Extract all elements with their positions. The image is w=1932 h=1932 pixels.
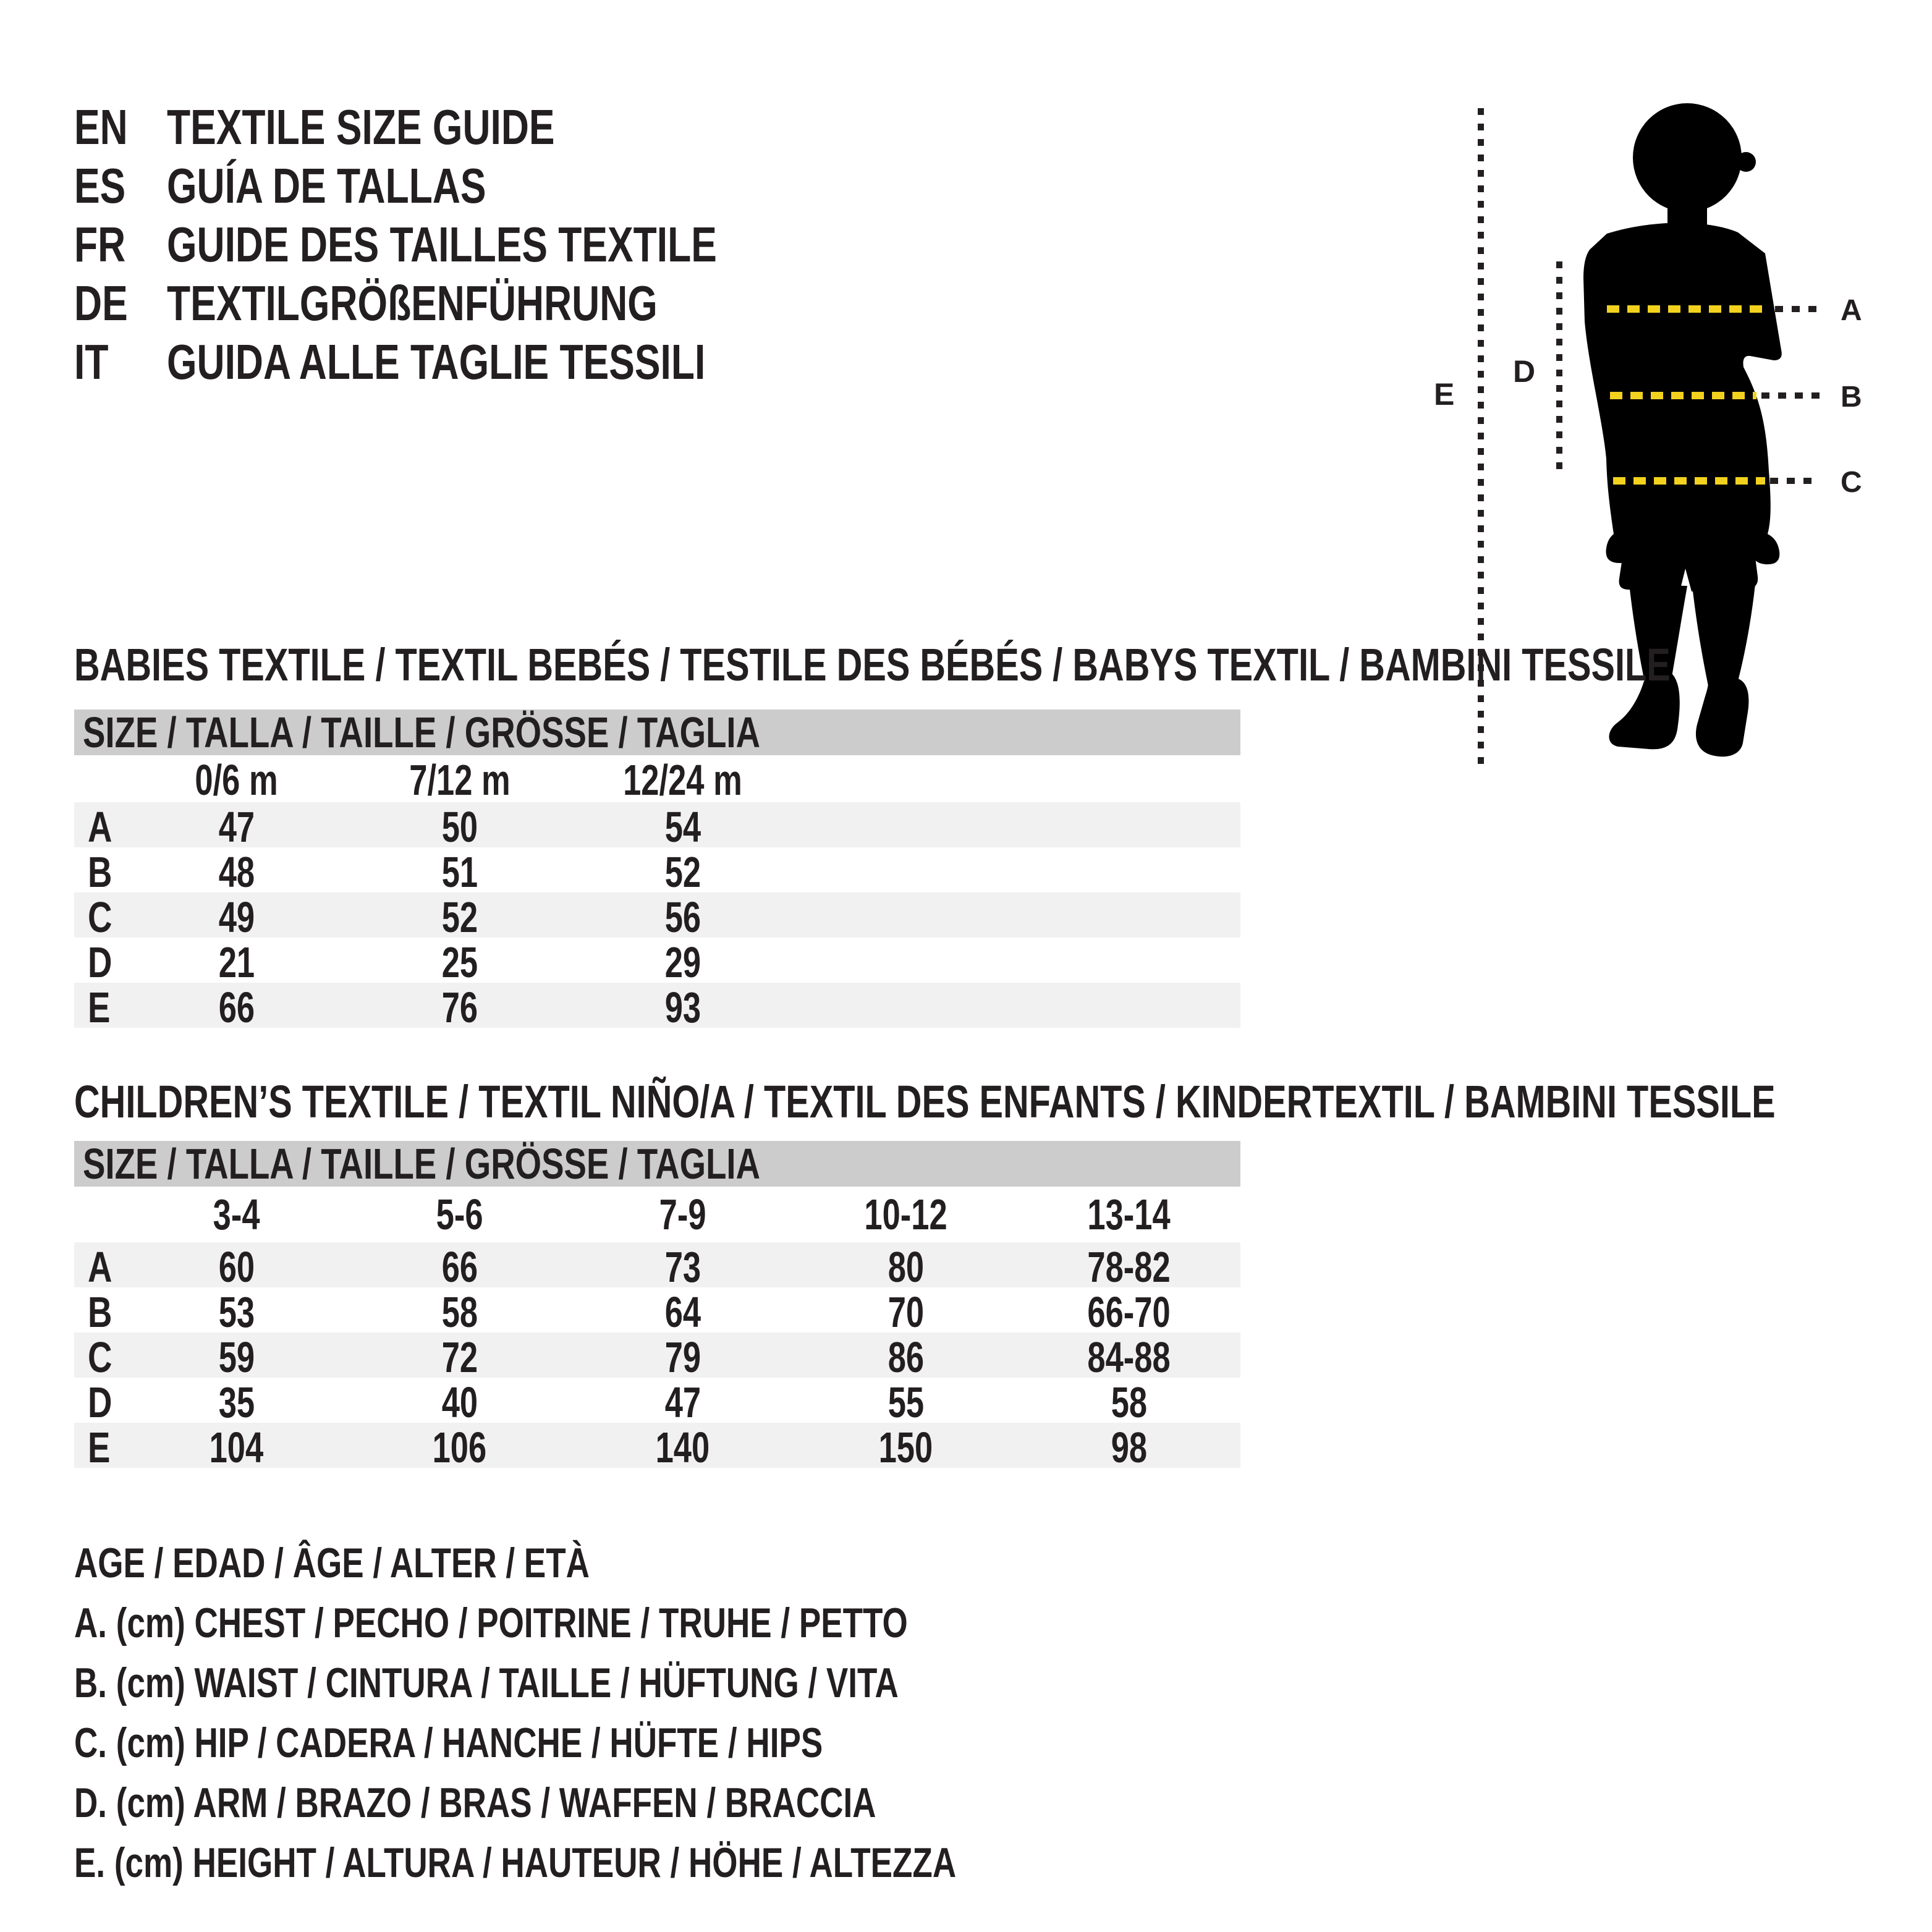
cell-value: 52 (664, 848, 701, 896)
cell-value: 56 (664, 893, 701, 941)
cell-value: 58 (1111, 1378, 1147, 1426)
cell-value: 55 (888, 1378, 924, 1426)
cell-value: 59 (218, 1333, 255, 1381)
children-row-chest (74, 1242, 1240, 1291)
cell-value: 86 (888, 1333, 924, 1381)
cell-value: 79 (664, 1333, 701, 1381)
lang-code-fr: FR (74, 216, 126, 272)
babies-row-hip (74, 892, 1240, 941)
cell-value: 21 (218, 938, 255, 986)
row-label: A (88, 1243, 112, 1291)
measure-label-b: B (1841, 381, 1862, 413)
lang-row-it (74, 333, 872, 391)
lang-title-it: GUIDA ALLE TAGLIE TESSILI (167, 334, 706, 389)
lang-title-en: TEXTILE SIZE GUIDE (167, 99, 555, 155)
silhouette-right-shoe (1696, 679, 1748, 756)
legend-waist: B. (cm) WAIST / CINTURA / TAILLE / HÜFTUNG / VITA (74, 1659, 899, 1706)
cell-value: 84-88 (1087, 1333, 1171, 1381)
measure-label-c: C (1841, 466, 1862, 499)
row-label: C (88, 893, 112, 941)
cell-value: 58 (441, 1288, 478, 1336)
children-col-13-14: 13-14 (1087, 1190, 1171, 1239)
language-title-block (74, 98, 872, 391)
row-label: C (88, 1333, 112, 1381)
cell-value: 70 (888, 1288, 924, 1336)
cell-value: 76 (441, 983, 478, 1032)
children-section-title-text: CHILDREN’S TEXTILE / TEXTIL NIÑO/A / TEXTIL DES ENFANTS / KINDERTEXTIL / BAMBINI TESSILE (74, 1075, 1776, 1127)
legend-height: E. (cm) HEIGHT / ALTURA / HAUTEUR / HÖHE / ALTEZZA (74, 1839, 957, 1886)
children-row-arm (74, 1378, 1240, 1426)
babies-size-table (74, 708, 1240, 1032)
babies-column-headers (74, 755, 1240, 802)
cell-value: 140 (655, 1423, 710, 1472)
lang-row-es (74, 156, 872, 215)
babies-col-12-24m: 12/24 m (623, 756, 742, 804)
children-table-header-text: SIZE / TALLA / TAILLE / GRÖSSE / TAGLIA (83, 1140, 761, 1188)
children-col-3-4: 3-4 (213, 1190, 260, 1239)
babies-row-arm (74, 938, 1240, 986)
cell-value: 73 (664, 1243, 701, 1291)
babies-section-title-text: BABIES TEXTILE / TEXTIL BEBÉS / TESTILE DES BÉBÉS / BABYS TEXTIL / BAMBINI TESSILE (74, 638, 1671, 690)
babies-row-chest (74, 802, 1240, 851)
children-col-7-9: 7-9 (659, 1190, 706, 1239)
cell-value: 106 (432, 1423, 487, 1472)
cell-value: 93 (664, 983, 701, 1032)
cell-value: 66 (441, 1243, 478, 1291)
cell-value: 50 (441, 803, 478, 851)
lang-row-fr (74, 215, 872, 274)
children-col-5-6: 5-6 (436, 1190, 483, 1239)
cell-value: 40 (441, 1378, 478, 1426)
cell-value: 49 (218, 893, 255, 941)
cell-value: 64 (664, 1288, 701, 1336)
cell-value: 66-70 (1087, 1288, 1171, 1336)
cell-value: 35 (218, 1378, 255, 1426)
cell-value: 51 (441, 848, 478, 896)
legend-arm: D. (cm) ARM / BRAZO / BRAS / WAFFEN / BRACCIA (74, 1779, 876, 1826)
measure-label-d: D (1513, 354, 1536, 389)
children-size-table (74, 1140, 1240, 1472)
children-table-header-band (74, 1141, 1240, 1187)
cell-value: 80 (888, 1243, 924, 1291)
row-label: E (88, 1423, 111, 1472)
babies-section-title (74, 638, 1932, 690)
cell-value: 48 (218, 848, 255, 896)
children-row-height (74, 1423, 1240, 1472)
cell-value: 72 (441, 1333, 478, 1381)
silhouette-shorts (1619, 529, 1758, 591)
children-column-headers (74, 1187, 1240, 1242)
cell-value: 25 (441, 938, 478, 986)
row-label: E (88, 983, 111, 1032)
row-label: D (88, 1378, 112, 1426)
legend-age: AGE / EDAD / ÂGE / ALTER / ETÀ (74, 1539, 590, 1587)
lang-title-de: TEXTILGRÖßENFÜHRUNG (167, 275, 658, 331)
cell-value: 98 (1111, 1423, 1147, 1472)
cell-value: 52 (441, 893, 478, 941)
lang-code-es: ES (74, 158, 126, 213)
children-row-hip (74, 1332, 1240, 1381)
row-label: B (88, 1288, 112, 1336)
legend-hip: C. (cm) HIP / CADERA / HANCHE / HÜFTE / HIPS (74, 1719, 823, 1766)
measurement-legend (74, 1533, 1205, 1892)
lang-code-de: DE (74, 275, 128, 331)
cell-value: 150 (878, 1423, 933, 1472)
cell-value: 53 (218, 1288, 255, 1336)
cell-value: 78-82 (1087, 1243, 1171, 1291)
row-label: B (88, 848, 112, 896)
babies-col-0-6m: 0/6 m (195, 756, 278, 804)
children-col-10-12: 10-12 (864, 1190, 947, 1239)
cell-value: 54 (664, 803, 701, 851)
lang-row-en (74, 98, 872, 156)
measure-label-e: E (1434, 377, 1455, 412)
cell-value: 104 (209, 1423, 264, 1472)
babies-table-header-text: SIZE / TALLA / TAILLE / GRÖSSE / TAGLIA (83, 708, 761, 756)
babies-col-7-12m: 7/12 m (409, 756, 511, 804)
silhouette-head (1633, 103, 1742, 212)
children-section-title (74, 1075, 1932, 1127)
cell-value: 60 (218, 1243, 255, 1291)
cell-value: 47 (218, 803, 255, 851)
row-label: D (88, 938, 112, 986)
lang-row-de (74, 274, 872, 333)
legend-chest: A. (cm) CHEST / PECHO / POITRINE / TRUHE / PETTO (74, 1599, 908, 1646)
lang-title-fr: GUIDE DES TAILLES TEXTILE (167, 216, 717, 272)
cell-value: 47 (664, 1378, 701, 1426)
silhouette-ear (1736, 152, 1756, 172)
babies-table-header-band (74, 710, 1240, 755)
measure-label-a: A (1841, 294, 1862, 327)
lang-code-en: EN (74, 99, 128, 155)
lang-title-es: GUÍA DE TALLAS (167, 158, 486, 213)
babies-row-height (74, 983, 1240, 1032)
cell-value: 29 (664, 938, 701, 986)
row-label: A (88, 803, 112, 851)
children-row-waist (74, 1287, 1240, 1336)
lang-code-it: IT (74, 334, 109, 389)
cell-value: 66 (218, 983, 255, 1032)
babies-row-waist (74, 847, 1240, 896)
